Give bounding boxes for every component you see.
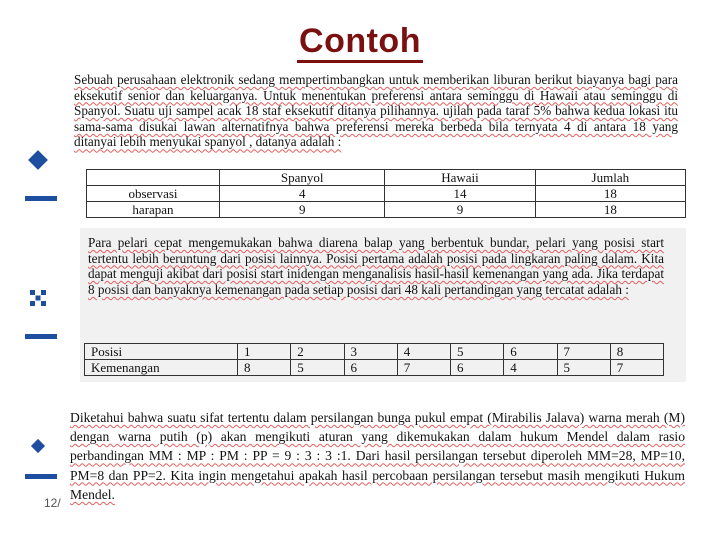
table-row: [87, 202, 686, 218]
example-2-table: [84, 343, 664, 376]
example-3-text: Diketahui bahwa suatu sifat tertentu dalam persilangan bunga pukul empat (Mirabilis Jalava) warna merah (M) dengan warna putih (p) akan mengikuti aturan yang dikemukakan dalam hukum Mendel dalam rasio perbandingan MM : MP : PM : PP = 9 : 3 : 3 :1. Dari hasil persilangan tersebut diperoleh MM=28, MP=10, PM=8 dan PP=2. Kita ingin mengetahui apakah hasil percobaan persilangan tersebut masih mengikuti Hukum Mendel.: [70, 410, 685, 502]
table-header: Kemenangan: [85, 360, 238, 376]
table-cell: [87, 170, 220, 186]
diamond-bullet-icon: [28, 436, 48, 456]
bullet-dash: [25, 334, 57, 339]
table-cell: observasi: [87, 186, 220, 202]
table-cell: 14: [385, 186, 535, 202]
table-cell: 9: [385, 202, 535, 218]
table-cell: 18: [535, 202, 685, 218]
table-cell: 6: [344, 360, 397, 376]
table-cell: 3: [344, 344, 397, 360]
table-cell: 4: [504, 360, 557, 376]
table-cell: 6: [451, 360, 504, 376]
bullet-dash: [25, 474, 57, 479]
example-1-table: [86, 169, 686, 218]
table-cell: 2: [291, 344, 344, 360]
table-cell: 4: [397, 344, 450, 360]
table-cell: 8: [610, 344, 663, 360]
table-cell: 9: [220, 202, 385, 218]
table-row: [85, 360, 664, 376]
table-cell: 7: [397, 360, 450, 376]
table-cell: 5: [451, 344, 504, 360]
footer-date: 12/: [44, 496, 61, 510]
example-1-text: Sebuah perusahaan elektronik sedang mempertimbangkan untuk memberikan liburan berikut biayanya bagi para eksekutif senior dan keluarganya. Untuk menentukan preferensi antara seminggu di Hawaii atau seminggu di Spanyol. Suatu uji sampel acak 18 staf eksekutif ditanya pilihannya. ujilah pada taraf 5% bahwa kedua lokasi itu sama-sama disukai lawan alternatifnya bahwa preferensi mereka berbeda bila ternyata 4 di antara 18 yang ditanyai lebih menyukai spanyol , datanya adalah :: [74, 72, 678, 150]
table-cell: 5: [557, 360, 610, 376]
table-cell: harapan: [87, 202, 220, 218]
table-row: [87, 186, 686, 202]
diamond-bullet-icon: [28, 150, 48, 170]
table-row: [85, 344, 664, 360]
dice-bullet-icon: [28, 288, 48, 308]
table-header: Jumlah: [535, 170, 685, 186]
table-header: Spanyol: [220, 170, 385, 186]
table-cell: 8: [238, 360, 291, 376]
table-cell: 18: [535, 186, 685, 202]
table-row: [87, 170, 686, 186]
table-cell: 4: [220, 186, 385, 202]
table-cell: 7: [557, 344, 610, 360]
bullet-dash: [25, 196, 57, 201]
table-cell: 1: [238, 344, 291, 360]
table-header: Hawaii: [385, 170, 535, 186]
table-header: Posisi: [85, 344, 238, 360]
table-cell: 5: [291, 360, 344, 376]
example-2-text: Para pelari cepat mengemukakan bahwa diarena balap yang berbentuk bundar, pelari yang posisi start tertentu lebih beruntung dari posisi lainnya. Posisi pertama adalah posisi pada lingkaran paling dalam. Kita dapat menguji akibat dari posisi start inidengan menganalisis hasil-hasil kemenangan yang ada. Jika terdapat 8 posisi dan banyaknya kemenangan pada setiap posisi dari 48 kali pertandingan yang tercatat adalah :: [88, 235, 664, 297]
table-cell: 7: [610, 360, 663, 376]
slide-title: Contoh: [0, 22, 720, 61]
table-cell: 6: [504, 344, 557, 360]
